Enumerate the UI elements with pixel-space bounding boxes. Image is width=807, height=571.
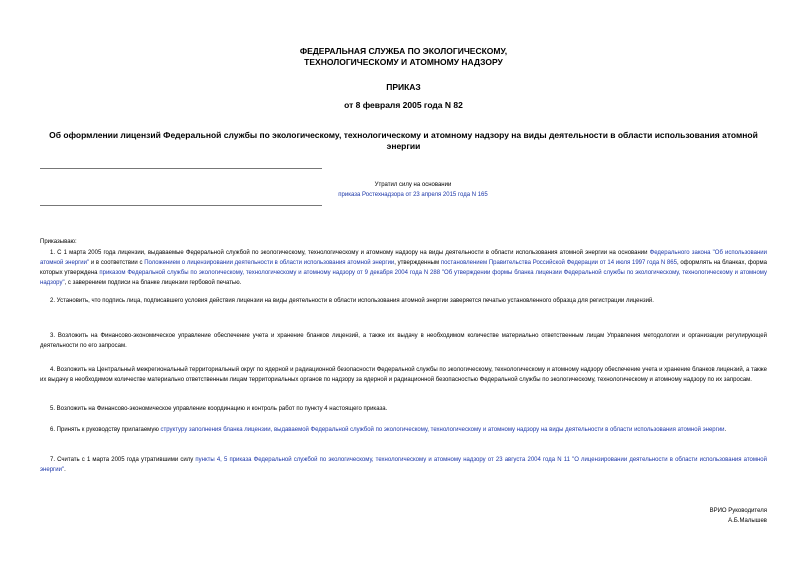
paragraph-7: 7. Считать с 1 марта 2005 года утратившими силу пункты 4, 5 приказа Федеральной службой по экологическому, технологическому и атомному надзору от 23 августа 2004 года N 11 "О лицензировании деятельности в области использования атомной энергии". <box>40 457 767 473</box>
paragraph-2: 2. Установить, что подпись лица, подписавшего условия действия лицензии на виды деятельности в области использования атомной энергии заверяется печатью установленного образца для регистрации лицензий. <box>50 298 654 304</box>
doc-date-number: от 8 февраля 2005 года N 82 <box>344 100 463 110</box>
paragraph-3: 3. Возложить на Финансово-экономическое управление обеспечение учета и хранение бланков лицензий, а также их выдачу в необходимом количестве материально ответственным лицам Управления методологии и организации регулирующей деятельности по его запросам. <box>40 333 767 349</box>
doc-type: ПРИКАЗ <box>386 82 421 92</box>
paragraph-6: 6. Принять к руководству прилагаемую структуру заполнения бланка лицензии, выдаваемой Федеральной службой по экологическому, технологическому и атомному надзору на виды деятельности в области использования атомной энергии. <box>50 427 727 433</box>
body-intro: Приказываю: <box>40 239 77 245</box>
link-government-decree[interactable]: постановлением Правительства Российской Федерации от 14 июля 1997 года N 865 <box>440 260 677 266</box>
signature-name: А.Б.Малышев <box>728 518 767 524</box>
paragraph-5: 5. Возложить на Финансово-экономическое управление координацию и контроль работ по пункту 4 настоящего приказа. <box>50 406 388 412</box>
org-name-line2: ТЕХНОЛОГИЧЕСКОМУ И АТОМНОМУ НАДЗОРУ <box>304 57 503 67</box>
signature-position: ВРИО Руководителя <box>709 508 767 514</box>
divider-bottom <box>40 205 322 206</box>
status-text: Утратил силу на основании <box>374 182 452 188</box>
org-name-line1: ФЕДЕРАЛЬНАЯ СЛУЖБА ПО ЭКОЛОГИЧЕСКОМУ, <box>299 46 508 56</box>
signature-block <box>710 506 767 526</box>
link-order-288[interactable]: приказом Федеральной службы по экологическому, технологическому и атомному надзору от 9 декабря 2004 года N 288 "Об утверждении формы бланка лицензии Федеральной службы по экологическому, технологическому и атомному надзору" <box>40 270 768 286</box>
org-name <box>0 46 807 68</box>
link-regulation[interactable]: Положением о лицензировании деятельности в области использования атомной энергии <box>144 260 395 266</box>
link-federal-law[interactable]: Федерального закона "Об использовании атомной энергии" <box>40 250 767 266</box>
paragraph-4: 4. Возложить на Центральный межрегиональный территориальный округ по ядерной и радиационной безопасности Федеральной службы по экологическому, технологическому и атомному надзору обеспечение учета и хранение бланков лицензий, а также их выдачу в необходимом количестве материально ответственным лицам территориальных органов по надзору за ядерной и радиационной безопасностью Федеральной службы по экологическому, технологическому и атомному надзору по их запросам. <box>40 367 768 383</box>
status-link[interactable]: приказа Ростехнадзора от 23 апреля 2015 года N 165 <box>338 192 488 198</box>
divider-top <box>40 168 322 169</box>
status-block <box>290 180 536 200</box>
link-order-11[interactable]: пункты 4, 5 приказа Федеральной службой по экологическому, технологическому и атомному надзору от 23 августа 2004 года N 11 "О лицензировании деятельности в области использования атомной энергии" <box>40 457 767 473</box>
doc-title: Об оформлении лицензий Федеральной службы по экологическому, технологическому и атомному надзору на виды деятельности в области использования атомной энергии <box>49 130 758 151</box>
paragraph-1: 1. С 1 марта 2005 года лицензии, выдаваемые Федеральной службой по экологическому, технологическому и атомному надзору на виды деятельности в области использования атомной энергии на основании Федерального закона "Об использовании атомной энергии" и в соответствии с Положением о лицензировании деятельности в области использования атомной энергии, утвержденным постановлением Правительства Российской Федерации от 14 июля 1997 года N 865, оформлять на бланках, форма которых утверждена приказом Федеральной службы по экологическому, технологическому и атомному надзору от 9 декабря 2004 года N 288 "Об утверждении формы бланка лицензии Федеральной службы по экологическому, технологическому и атомному надзору", с заверением подписи на бланке лицензии гербовой печатью. <box>40 250 768 286</box>
link-license-structure[interactable]: структуру заполнения бланка лицензии, выдаваемой Федеральной службой по экологическому, технологическому и атомному надзору на виды деятельности в области использования атомной энергии <box>160 427 725 433</box>
